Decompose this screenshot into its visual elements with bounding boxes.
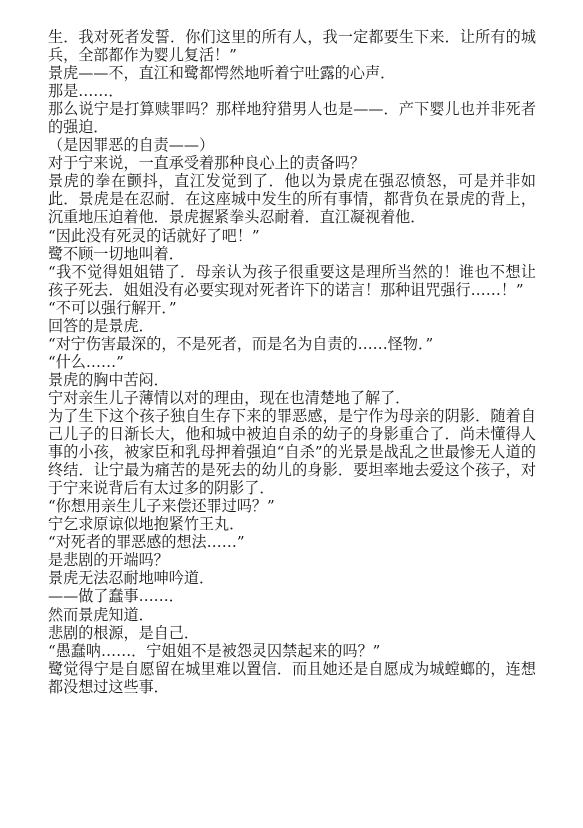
paragraph: “对宁伤害最深的，不是死者，而是名为自责的……怪物．” [48,334,434,353]
paragraph: （是因罪恶的自责——） [48,136,215,155]
paragraph: 悲剧的根源，是自己． [48,623,199,642]
paragraph: 那么说宁是打算赎罪吗？那样地狩猎男人也是——．产下婴儿也并非死者的强迫． [48,100,536,137]
paragraph: 那是……． [48,82,124,101]
document-page [48,28,536,696]
paragraph: 景虎的拳在颤抖，直江发觉到了．他以为景虎在强忍愤怒，可是并非如此．景虎是在忍耐．在这座城中发生的所有事情，都背负在景虎的背上，沉重地压迫着他．景虎握紧拳头忍耐着．直江凝视着他． [48,172,536,227]
paragraph: ——做了蠢事……． [48,587,184,606]
paragraph: “你想用亲生儿子来偿还罪过吗？” [48,497,275,516]
paragraph: 生．我对死者发誓．你们这里的所有人，我一定都要生下来．让所有的城兵，全部都作为婴儿复活！” [48,28,536,65]
paragraph: 景虎无法忍耐地呻吟道． [48,569,215,588]
paragraph: 然而景虎知道． [48,605,154,624]
paragraph: “我不觉得姐姐错了．母亲认为孩子很重要这是理所当然的！谁也不想让孩子死去．姐姐没有必要实现对死者许下的诺言！那种诅咒强行……！” [48,262,536,299]
paragraph: 对于宁来说，一直承受着那种良心上的责备吗？ [48,154,365,173]
paragraph: 为了生下这个孩子独自生存下来的罪恶感，是宁作为母亲的阴影．随着自己儿子的日渐长大，他和城中被迫自杀的幼子的身影重合了．尚未懂得人事的小孩，被家臣和乳母押着强迫“自杀”的光景是战乱之世最惨无人道的终结．让宁最为痛苦的是死去的幼儿的身影．要坦率地去爱这个孩子，对于宁来说背后有太过多的阴影了． [48,406,536,498]
paragraph: 宁乞求原谅似地抱紧竹王丸． [48,515,245,534]
paragraph: 景虎——不，直江和鹭都愕然地听着宁吐露的心声． [48,64,396,83]
paragraph: “愚蠢呐……．宁姐姐不是被怨灵囚禁起来的吗？” [48,641,381,660]
paragraph: “对死者的罪恶感的想法……” [48,533,245,552]
paragraph: 鹭不顾一切地叫着． [48,244,184,263]
paragraph: 宁对亲生儿子薄情以对的理由，现在也清楚地了解了． [48,388,411,407]
paragraph: “不可以强行解开．” [48,298,177,317]
paragraph: “什么……” [48,352,124,371]
paragraph: 是悲剧的开端吗？ [48,551,169,570]
paragraph: 回答的是景虎． [48,316,154,335]
paragraph: 鹭觉得宁是自愿留在城里难以置信．而且她还是自愿成为城螳螂的，连想都没想过这些事． [48,659,536,696]
paragraph: “因此没有死灵的话就好了吧！” [48,226,260,245]
paragraph: 景虎的胸中苦闷． [48,370,169,389]
